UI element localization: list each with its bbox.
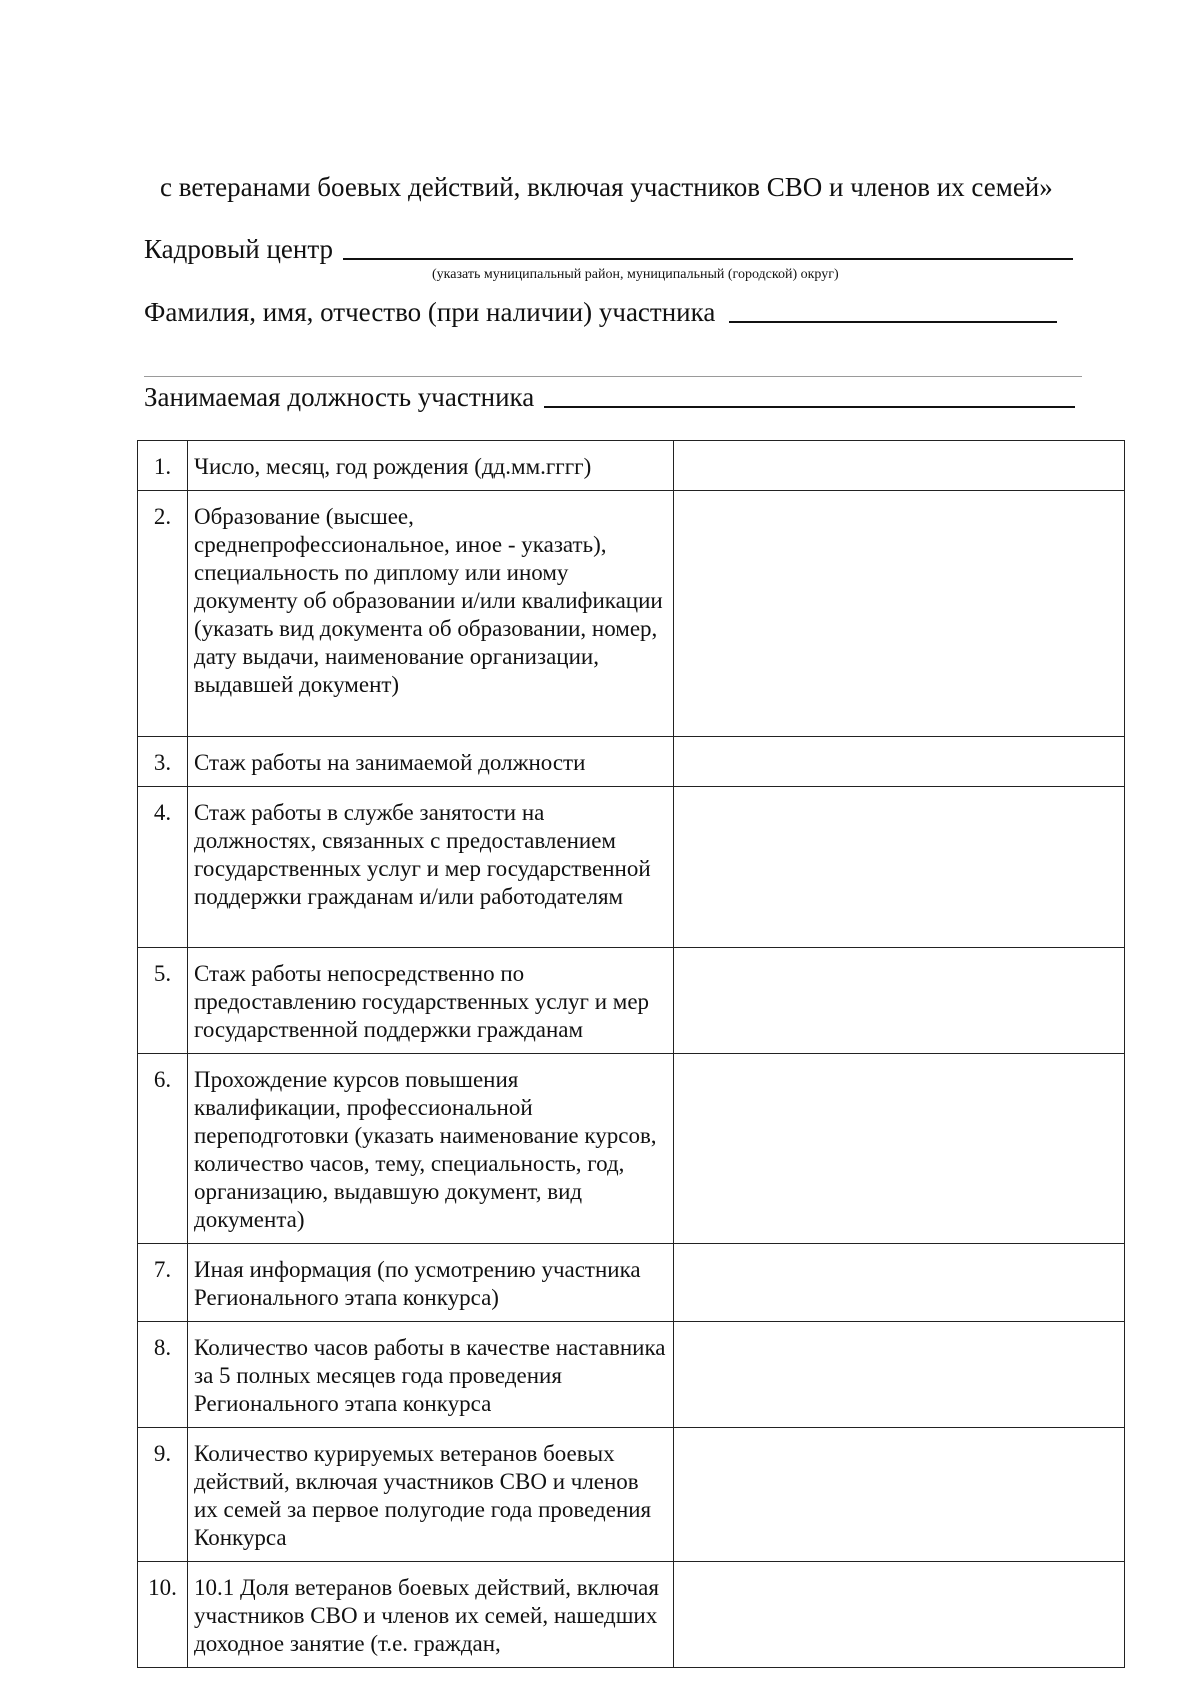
row-question: Иная информация (по усмотрению участника Регионального этапа конкурса) (188, 1244, 674, 1322)
row-answer-cell[interactable] (674, 737, 1125, 787)
heading-continuation: с ветеранами боевых действий, включая участников СВО и членов их семей» (160, 172, 1053, 202)
table-row (138, 948, 1125, 1054)
table-row (138, 1322, 1125, 1428)
table-row (138, 737, 1125, 787)
row-number: 2. (138, 491, 188, 737)
row-question: Стаж работы непосредственно по предоставлению государственных услуг и мер государственной поддержки гражданам (188, 948, 674, 1054)
row-answer-cell[interactable] (674, 1562, 1125, 1668)
table-row (138, 787, 1125, 948)
row-question: Количество часов работы в качестве наставника за 5 полных месяцев года проведения Регионального этапа конкурса (188, 1322, 674, 1428)
hr-center-hint: (указать муниципальный район, муниципальный (городской) округ) (432, 267, 839, 282)
row-question: 10.1 Доля ветеранов боевых действий, включая участников СВО и членов их семей, нашедших доходное занятие (т.е. граждан, (188, 1562, 674, 1668)
row-number: 6. (138, 1054, 188, 1244)
row-answer-cell[interactable] (674, 1428, 1125, 1562)
position-label: Занимаемая должность участника (144, 382, 535, 412)
row-question: Число, месяц, год рождения (дд.мм.гггг) (188, 441, 674, 491)
row-answer-cell[interactable] (674, 1054, 1125, 1244)
full-name-field (144, 295, 1057, 329)
row-number: 10. (138, 1562, 188, 1668)
row-answer-cell[interactable] (674, 1244, 1125, 1322)
row-number: 8. (138, 1322, 188, 1428)
row-answer-cell[interactable] (674, 1322, 1125, 1428)
row-answer-cell[interactable] (674, 787, 1125, 948)
full-name-label: Фамилия, имя, отчество (при наличии) участника (144, 297, 716, 327)
table-row (138, 1244, 1125, 1322)
table-row (138, 1428, 1125, 1562)
table-row (138, 491, 1125, 737)
position-input-line[interactable] (544, 380, 1075, 408)
row-question: Количество курируемых ветеранов боевых действий, включая участников СВО и членов их семей за первое полугодие года проведения Конкурса (188, 1428, 674, 1562)
row-question: Прохождение курсов повышения квалификации, профессиональной переподготовки (указать наименование курсов, количество часов, тему, специальность, год, организацию, выдавшую документ, вид документа) (188, 1054, 674, 1244)
hr-center-field (144, 232, 1073, 266)
table-row (138, 441, 1125, 491)
hr-center-input-line[interactable] (343, 232, 1073, 260)
row-number: 5. (138, 948, 188, 1054)
row-question: Стаж работы в службе занятости на должностях, связанных с предоставлением государственных услуг и мер государственной поддержки гражданам и/или работодателям (188, 787, 674, 948)
hr-center-label: Кадровый центр (144, 234, 333, 264)
full-name-input-line[interactable] (729, 295, 1057, 323)
full-name-continuation-line[interactable] (144, 376, 1082, 377)
row-answer-cell[interactable] (674, 948, 1125, 1054)
table-row (138, 1562, 1125, 1668)
row-number: 1. (138, 441, 188, 491)
row-question: Стаж работы на занимаемой должности (188, 737, 674, 787)
row-answer-cell[interactable] (674, 441, 1125, 491)
position-field (144, 380, 1075, 414)
row-answer-cell[interactable] (674, 491, 1125, 737)
participant-info-table (137, 440, 1125, 1668)
row-number: 4. (138, 787, 188, 948)
row-number: 3. (138, 737, 188, 787)
table-row (138, 1054, 1125, 1244)
row-number: 7. (138, 1244, 188, 1322)
row-question: Образование (высшее, среднепрофессиональное, иное - указать), специальность по диплому или иному документу об образовании и/или квалификации (указать вид документа об образовании, номер, дату выдачи, наименование организации, выдавшей документ) (188, 491, 674, 737)
row-number: 9. (138, 1428, 188, 1562)
